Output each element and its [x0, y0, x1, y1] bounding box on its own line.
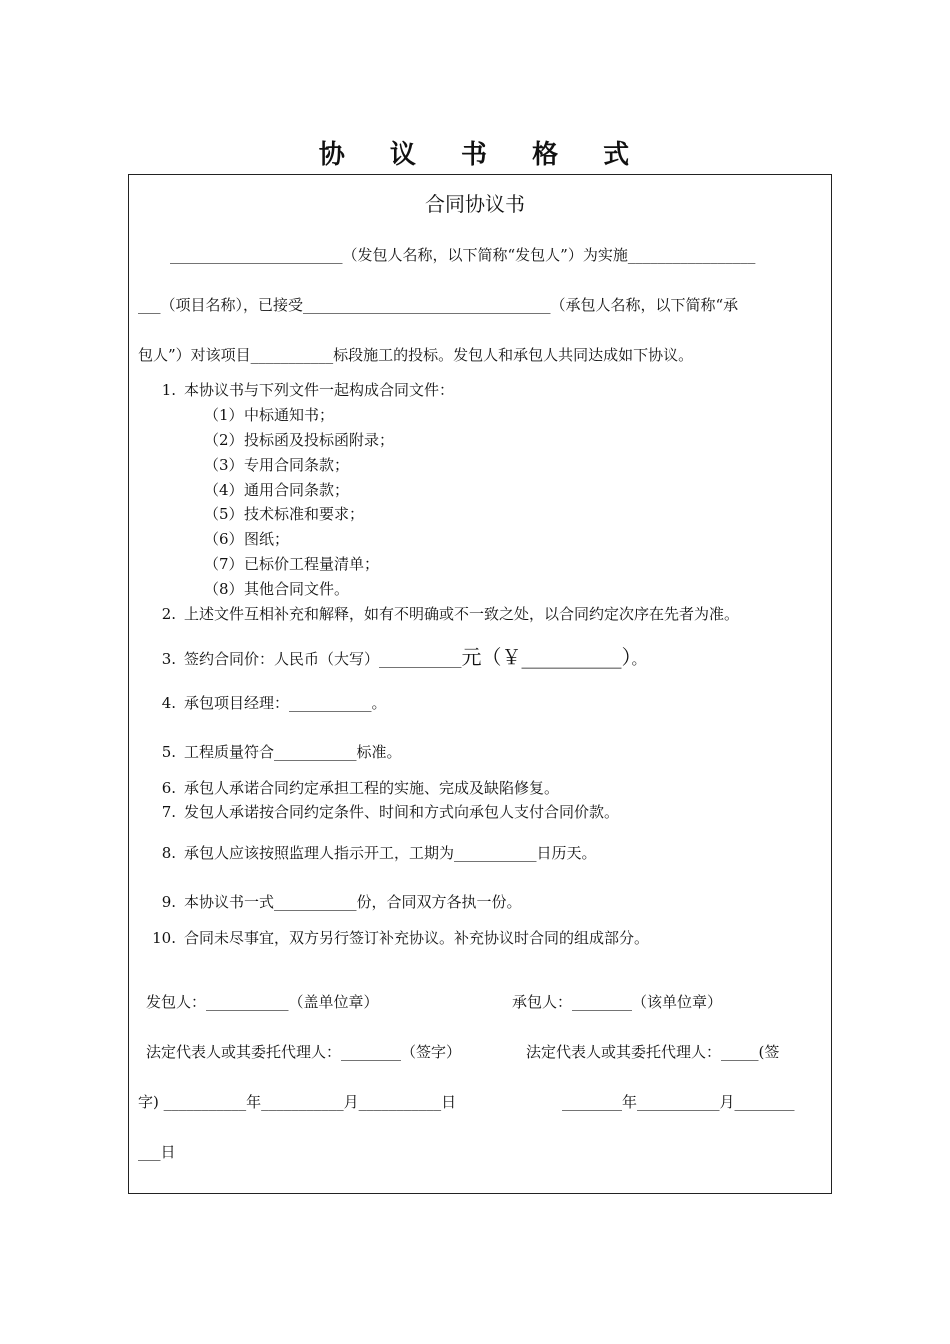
doc-item — [204, 503, 364, 524]
contractor-date: ________年___________月________ — [562, 1093, 795, 1111]
clause-number: 1. — [161, 381, 176, 399]
doc-item-text: 专用合同条款； — [244, 456, 350, 474]
clause-number: 6. — [161, 779, 176, 797]
title-char: 格 — [532, 140, 561, 170]
title-char: 书 — [460, 140, 489, 170]
doc-item-text: 已标价工程量清单； — [244, 555, 380, 573]
clause-9 — [140, 891, 522, 912]
contract-price-label: 签约合同价：人民币（大写）___________ — [184, 650, 462, 668]
clause-5 — [140, 741, 402, 762]
doc-item-number: （2） — [204, 431, 244, 449]
clause-text: 工程质量符合___________标准。 — [184, 743, 402, 761]
doc-item-number: （3） — [204, 456, 244, 474]
contractor-representative: 法定代表人或其委托代理人：_____(签 — [526, 1043, 780, 1061]
doc-item-number: （5） — [204, 505, 244, 523]
clause-text: 本协议书一式___________份，合同双方各执一份。 — [184, 893, 522, 911]
clause-10 — [140, 927, 649, 948]
clause-text: 合同未尽事宜，双方另行签订补充协议。补充协议时合同的组成部分。 — [184, 929, 650, 947]
clause-end: 。 — [631, 650, 647, 668]
clause-number: 2. — [161, 605, 176, 623]
clause-number: 3. — [161, 650, 176, 668]
intro-line-2: ___（项目名称），已接受_________________________________（承包人名称，以下简称“承 — [138, 296, 739, 314]
employer-date: 字) ___________年___________月___________日 — [138, 1093, 457, 1111]
title-char: 协 — [318, 140, 347, 170]
clause-4 — [140, 692, 387, 713]
clause-number: 8. — [161, 844, 176, 862]
page-title — [0, 134, 950, 171]
clause-7 — [140, 801, 619, 822]
contractor-signature: 承包人：________（该单位章） — [512, 993, 723, 1011]
doc-item — [204, 528, 289, 549]
intro-line-3: 包人”）对该项目___________标段施工的投标。发包人和承包人共同达成如下协议。 — [138, 346, 694, 364]
doc-item-number: （7） — [204, 555, 244, 573]
clause-number: 7. — [161, 803, 176, 821]
intro-line-1: _______________________（发包人名称，以下简称“发包人”）为实施_________________ — [170, 246, 756, 264]
employer-signature: 发包人：___________（盖单位章） — [146, 993, 379, 1011]
clause-text: 发包人承诺按合同约定条件、时间和方式向承包人支付合同价款。 — [184, 803, 620, 821]
doc-item-text: 中标通知书； — [244, 406, 335, 424]
clause-text: 承包人承诺合同约定承担工程的实施、完成及缺陷修复。 — [184, 779, 560, 797]
doc-item-number: （4） — [204, 481, 244, 499]
doc-item-text: 技术标准和要求； — [244, 505, 365, 523]
title-char: 议 — [389, 140, 418, 170]
doc-item — [204, 578, 349, 599]
doc-item-text: 其他合同文件。 — [244, 580, 350, 598]
doc-item-text: 通用合同条款； — [244, 481, 350, 499]
doc-item-text: 图纸； — [244, 530, 290, 548]
clause-number: 9. — [161, 893, 176, 911]
doc-item — [204, 553, 379, 574]
doc-item-number: （8） — [204, 580, 244, 598]
clause-text: 上述文件互相补充和解释，如有不明确或不一致之处，以合同约定次序在先者为准。 — [184, 605, 740, 623]
clause-2 — [140, 603, 739, 624]
date-continuation: ___日 — [138, 1143, 176, 1161]
clause-number: 10. — [152, 929, 176, 947]
doc-item — [204, 454, 349, 475]
clause-8 — [140, 842, 597, 863]
clause-number: 4. — [161, 694, 176, 712]
clause-text: 承包项目经理：___________。 — [184, 694, 387, 712]
clause-number: 5. — [161, 743, 176, 761]
doc-item-number: （6） — [204, 530, 244, 548]
doc-item-number: （1） — [204, 406, 244, 424]
document-heading: 合同协议书 — [425, 192, 525, 216]
clause-3 — [140, 641, 647, 670]
doc-item — [204, 404, 334, 425]
title-char: 式 — [603, 140, 632, 170]
doc-item — [204, 479, 349, 500]
employer-representative: 法定代表人或其委托代理人：________（签字） — [146, 1043, 462, 1061]
clause-1 — [140, 379, 454, 400]
contract-price-amount: 元（￥__________） — [461, 645, 632, 669]
clause-text: 承包人应该按照监理人指示开工，工期为___________日历天。 — [184, 844, 597, 862]
clause-text: 本协议书与下列文件一起构成合同文件： — [184, 381, 455, 399]
doc-item — [204, 429, 394, 450]
clause-6 — [140, 777, 559, 798]
doc-item-text: 投标函及投标函附录； — [244, 431, 395, 449]
